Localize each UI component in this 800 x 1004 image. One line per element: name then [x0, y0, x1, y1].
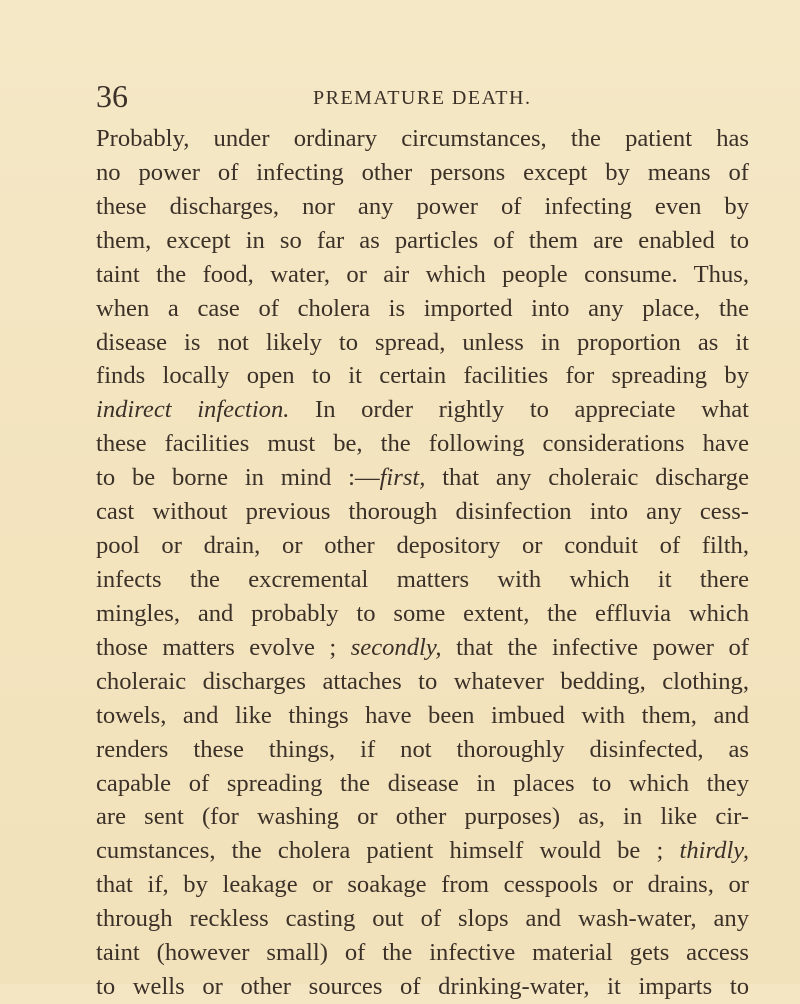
text-line [96, 563, 749, 597]
text-run: these discharges, nor any power of infecting even by [96, 192, 749, 220]
text-line [96, 665, 749, 699]
text-run: when a case of cholera is imported into any place, the [96, 294, 749, 322]
italic-text: thirdly, [679, 837, 749, 865]
text-line [96, 699, 749, 733]
text-line [96, 359, 749, 393]
text-run: taint (however small) of the infective material gets access [96, 939, 749, 967]
text-run: towels, and like things have been imbued with them, and [96, 701, 749, 729]
text-run: choleraic discharges attaches to whatever bedding, clothing, [96, 667, 749, 695]
text-run: that if, by leakage or soakage from cesspools or drains, or [96, 871, 749, 899]
text-line [96, 427, 749, 461]
text-line [96, 631, 749, 665]
text-run: that any choleraic discharge [425, 464, 749, 492]
page-header [96, 78, 756, 114]
text-run: capable of spreading the disease in places to which they [96, 769, 749, 797]
text-line [96, 733, 749, 767]
text-line [96, 529, 749, 563]
text-line [96, 970, 749, 1004]
text-line [96, 597, 749, 631]
text-run: that the infective power of [441, 633, 749, 661]
text-line [96, 767, 749, 801]
running-title: PREMATURE DEATH. [313, 87, 532, 109]
text-line [96, 258, 749, 292]
body-paragraph [96, 122, 796, 1004]
text-run: In order rightly to appreciate what [289, 396, 750, 424]
text-line [96, 800, 749, 834]
text-run: these facilities must be, the following considerations have [96, 430, 749, 458]
text-line [96, 393, 749, 427]
italic-text: secondly, [350, 633, 442, 661]
italic-text: indirect infection. [96, 396, 290, 424]
text-run: taint the food, water, or air which people consume. Thus, [96, 260, 749, 288]
text-run: through reckless casting out of slops and wash-water, any [96, 905, 749, 933]
text-line [96, 902, 749, 936]
italic-text: first, [379, 464, 426, 492]
text-run: to wells or other sources of drinking-water, it imparts to [96, 973, 749, 1001]
text-run: pool or drain, or other depository or conduit of filth, [96, 532, 749, 560]
text-run: to be borne in mind :— [96, 464, 380, 492]
text-run: cumstances, the cholera patient himself would be ; [96, 837, 680, 865]
text-line [96, 868, 749, 902]
text-line [96, 190, 749, 224]
text-run: infects the excremental matters with which it there [96, 565, 749, 593]
text-line [96, 461, 749, 495]
text-run: cast without previous thorough disinfection into any cess- [96, 498, 749, 526]
text-line [96, 936, 749, 970]
text-line [96, 326, 749, 360]
page-number: 36 [96, 78, 128, 114]
text-run: no power of infecting other persons except by means of [96, 158, 749, 186]
text-line [96, 292, 749, 326]
text-run: those matters evolve ; [96, 633, 351, 661]
text-run: finds locally open to it certain facilities for spreading by [96, 362, 749, 390]
text-run: them, except in so far as particles of them are enabled to [96, 226, 749, 254]
text-run: are sent (for washing or other purposes) as, in like cir- [96, 803, 749, 831]
text-line [96, 834, 749, 868]
text-line [96, 122, 749, 156]
text-run: Probably, under ordinary circumstances, the patient has [96, 125, 749, 152]
text-run: disease is not likely to spread, unless in proportion as it [96, 328, 749, 356]
text-line [96, 495, 749, 529]
text-run: renders these things, if not thoroughly disinfected, as [96, 735, 749, 763]
text-line [96, 224, 749, 258]
text-run: mingles, and probably to some extent, the effluvia which [96, 599, 749, 627]
text-line [96, 156, 749, 190]
